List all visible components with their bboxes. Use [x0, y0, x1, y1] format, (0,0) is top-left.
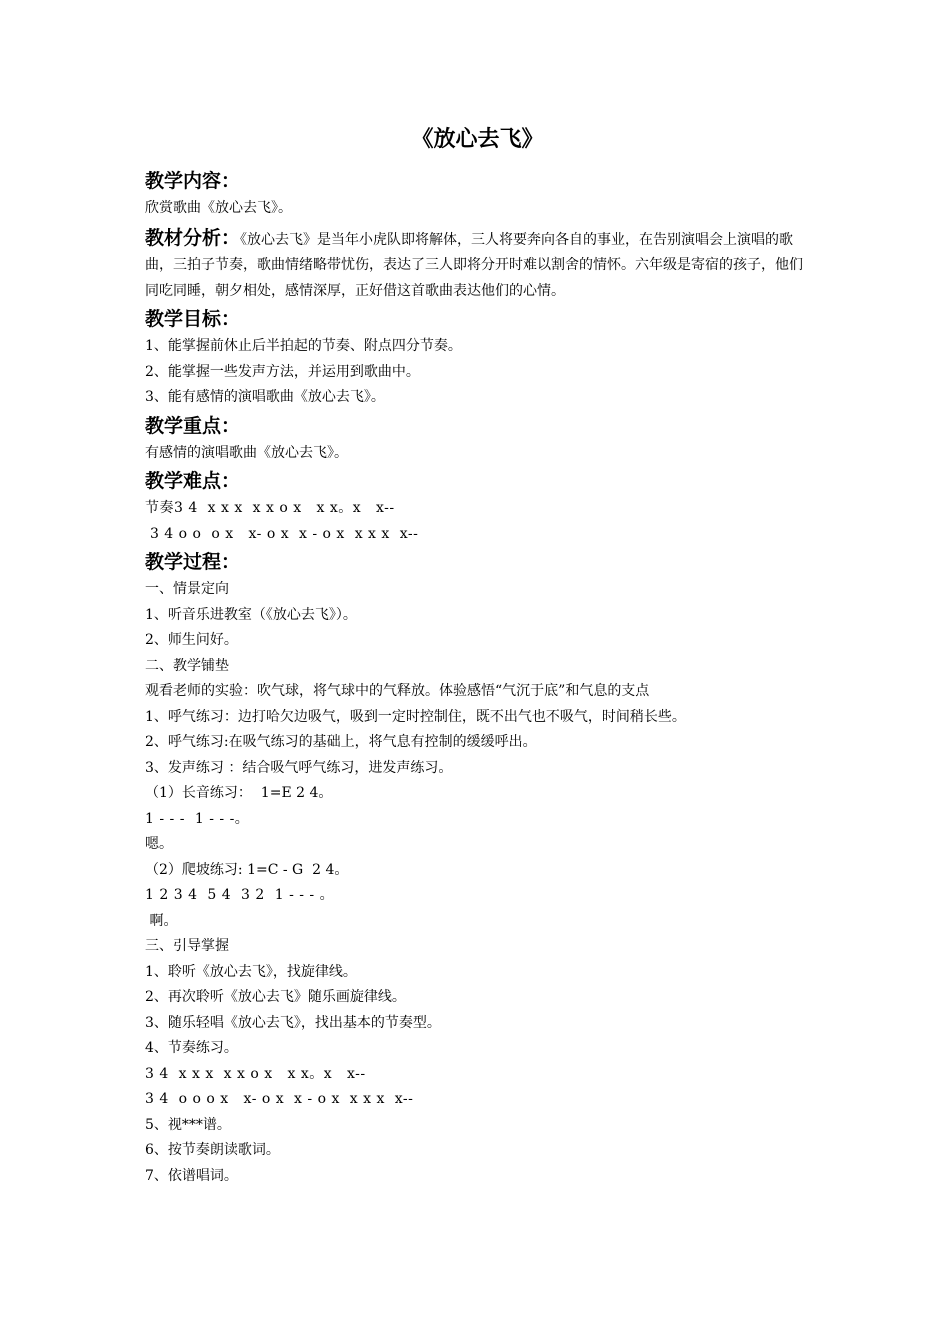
goal-item-3: 3、能有感情的演唱歌曲《放心去飞》。	[145, 389, 385, 405]
analysis-paragraph	[145, 226, 810, 305]
process-line: 3 4 o o o x x- o x x - o x x x x x--	[145, 1091, 414, 1107]
key-text: 有感情的演唱歌曲《放心去飞》。	[145, 444, 348, 461]
process-line: 二、教学铺垫	[145, 657, 229, 674]
process-line: 6、按节奏朗读歌词。	[145, 1142, 280, 1158]
process-line: 1 - - - 1 - - -。	[145, 810, 250, 827]
goal-item-2: 2、能掌握一些发声方法，并运用到歌曲中。	[145, 363, 420, 380]
process-line: 1、聆听《放心去飞》，找旋律线。	[145, 963, 357, 980]
heading-key: 教学重点：	[145, 414, 241, 437]
heading-goals: 教学目标：	[145, 308, 241, 330]
process-line: 1、听音乐进教室（《放心去飞》）。	[145, 606, 357, 623]
process-line: 2、再次聆听《放心去飞》随乐画旋律线。	[145, 989, 406, 1005]
process-line: 3 4 x x x x x o x x x。x x--	[145, 1065, 366, 1082]
process-line: 3、随乐轻唱《放心去飞》，找出基本的节奏型。	[145, 1014, 441, 1031]
document-title: 《放心去飞》	[411, 127, 544, 152]
process-line: 三、引导掌握	[145, 938, 229, 954]
process-line: 观看老师的实验：吹气球，将气球中的气释放。体验感悟“气沉于底”和气息的支点	[145, 683, 650, 699]
document-page	[145, 118, 810, 1189]
process-line: （2）爬坡练习: 1=C - G 2 4。	[145, 861, 349, 878]
process-line: 5、视***谱。	[145, 1116, 231, 1133]
process-line: 7、依谱唱词。	[145, 1167, 238, 1184]
process-line: 2、师生问好。	[145, 632, 238, 648]
process-line: 啊。	[145, 912, 178, 929]
process-line: 1 2 3 4 5 4 3 2 1 - - - 。	[145, 887, 335, 903]
process-line: 2、呼气练习:在吸气练习的基础上，将气息有控制的缓缓呼出。	[145, 734, 537, 750]
process-line: 3、发声练习 ：结合吸气呼气练习，进发声练习。	[145, 759, 453, 776]
heading-analysis: 教材分析：	[145, 226, 241, 249]
content-text: 欣赏歌曲《放心去飞》。	[145, 200, 292, 216]
rhythm-line-2: 3 4 o o o x x- o x x - o x x x x x--	[145, 525, 419, 542]
analysis-text: 《放心去飞》是当年小虎队即将解体，三人将要奔向各自的事业，在告别演唱会上演唱的歌曲，三拍子节奏，歌曲情绪略带忧伤，表达了三人即将分开时难以割舍的情怀。六年级是寄宿的孩子，他们同吃同睡，朝夕相处，感情深厚，正好借这首歌曲表达他们的心情。	[145, 231, 803, 299]
process-line: 4、节奏练习。	[145, 1040, 238, 1056]
rhythm-line-1: 节奏3 4 x x x x x o x x x。x x--	[145, 500, 395, 516]
heading-process: 教学过程：	[145, 551, 241, 573]
process-line: 1、呼气练习：边打哈欠边吸气，吸到一定时控制住，既不出气也不吸气，时间稍长些。	[145, 708, 686, 725]
heading-difficulty: 教学难点：	[145, 470, 241, 492]
process-line: 嗯。	[145, 836, 173, 852]
process-line: （1）长音练习： 1=E 2 4。	[145, 785, 333, 801]
goal-item-1: 1、能掌握前休止后半拍起的节奏、附点四分节奏。	[145, 338, 462, 354]
heading-content: 教学内容：	[145, 170, 241, 192]
process-line: 一、情景定向	[145, 581, 229, 597]
